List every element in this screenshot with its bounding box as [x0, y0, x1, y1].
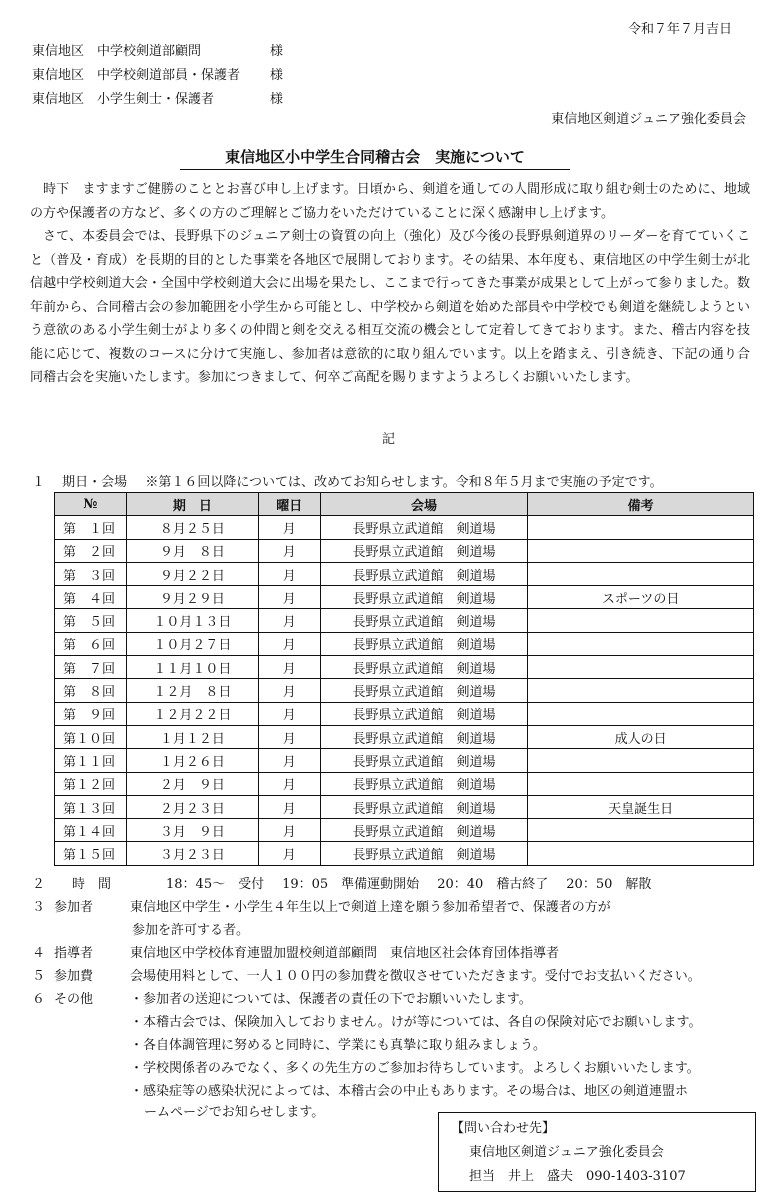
table-row [55, 656, 754, 679]
cell-no: 第 ３回 [55, 562, 127, 585]
cell-note [528, 656, 754, 679]
column-header-day: 曜日 [258, 493, 320, 516]
cell-venue: 長野県立武道館 剣道場 [320, 562, 528, 585]
section-text: 東信地区中学生・小学生４年生以上で剣道上達を願う参加希望者で、保護者の方が [130, 900, 611, 915]
addressee-1 [32, 40, 283, 59]
addressee-honorific: 様 [270, 92, 284, 107]
cell-date: ３月 ９日 [126, 819, 258, 842]
section-participants [32, 896, 611, 915]
addressee-dept: 東信地区 中学校剣道部顧問 [32, 44, 202, 59]
section-time [32, 873, 669, 892]
cell-date: ９月２２日 [126, 562, 258, 585]
cell-venue: 長野県立武道館 剣道場 [320, 749, 528, 772]
cell-date: ８月２５日 [126, 516, 258, 539]
ki-heading: 記 [382, 432, 396, 447]
cell-note [528, 702, 754, 725]
cell-no: 第１３回 [55, 795, 127, 818]
cell-day: 月 [258, 679, 320, 702]
cell-note [528, 842, 754, 865]
column-header-venue: 会場 [320, 493, 528, 516]
section-text: 会場使用料として、一人１００円の参加費を徴収させていただきます。受付でお支払いください。 [130, 969, 701, 984]
addressee-honorific: 様 [270, 44, 284, 59]
cell-day: 月 [258, 842, 320, 865]
cell-venue: 長野県立武道館 剣道場 [320, 819, 528, 842]
cell-date: ２月２３日 [126, 795, 258, 818]
section-schedule-heading [32, 471, 663, 490]
cell-no: 第 ６回 [55, 632, 127, 655]
section-note: ※第１６回以降については、改めてお知らせします。令和８年５月まで実施の予定です。 [145, 475, 663, 490]
paragraph: さて、本委員会では、長野県下のジュニア剣士の資質の向上（強化）及び今後の長野県剣道界のリーダーを育てていくこと（普及・育成）を長期的目的とした事業を各地区で展開しております。その結果、本年度も、東信地区の中学生剣士が北信越中学校剣道大会・全国中学校剣道大会に出場を果たし、ここまで行ってきた事業が成果として上がって参りました。数年前から、合同稽古会の参加範囲を小学生から可能とし、中学校から剣道を始めた部員や中学校でも剣道を継続しようという意欲のある小学生剣士がより多くの仲間と剣を交える相互交流の機会として定着してきております。また、稽古内容を技能に応じて、複数のコースに分けて実施し、参加者は意欲的に取り組んでいます。以上を踏まえ、引き続き、下記の通り合同稽古会を実施いたします。参加につきまして、何卒ご高配を賜りますようよろしくお願いいたします。 [30, 229, 750, 385]
cell-venue: 長野県立武道館 剣道場 [320, 842, 528, 865]
cell-note [528, 562, 754, 585]
cell-no: 第 １回 [55, 516, 127, 539]
cell-date: １０月２７日 [126, 632, 258, 655]
section-label: 時 間 [72, 877, 112, 892]
cell-date: １月１２日 [126, 725, 258, 748]
contact-org: 東信地区剣道ジュニア強化委員会 [469, 1145, 664, 1160]
schedule-table [54, 492, 754, 866]
cell-date: １１月１０日 [126, 656, 258, 679]
addressee-dept: 東信地区 中学校剣道部員・保護者 [32, 68, 241, 83]
cell-no: 第 ４回 [55, 586, 127, 609]
cell-note [528, 609, 754, 632]
cell-no: 第１２回 [55, 772, 127, 795]
cell-no: 第 ９回 [55, 702, 127, 725]
cell-date: ２月 ９日 [126, 772, 258, 795]
addressee-3 [32, 88, 283, 107]
contact-header: 【問い合わせ先】 [451, 1121, 556, 1136]
time-item: 20：40 稽古終了 [437, 877, 549, 892]
cell-date: １２月２２日 [126, 702, 258, 725]
cell-venue: 長野県立武道館 剣道場 [320, 539, 528, 562]
cell-date: ９月２９日 [126, 586, 258, 609]
time-item: 19：05 準備運動開始 [282, 877, 420, 892]
table-row [55, 702, 754, 725]
table-header-row [55, 493, 754, 516]
section-number: ４ [32, 946, 46, 961]
time-item: 20：50 解散 [566, 877, 652, 892]
cell-day: 月 [258, 609, 320, 632]
section-number: ６ [32, 992, 46, 1007]
cell-note [528, 772, 754, 795]
table-row [55, 725, 754, 748]
cell-venue: 長野県立武道館 剣道場 [320, 609, 528, 632]
column-header-date: 期 日 [126, 493, 258, 516]
section-fee [32, 965, 701, 984]
cell-date: １２月 ８日 [126, 679, 258, 702]
cell-note [528, 819, 754, 842]
sender: 東信地区剣道ジュニア強化委員会 [551, 112, 746, 127]
cell-date: １０月１３日 [126, 609, 258, 632]
cell-day: 月 [258, 586, 320, 609]
section-number: ２ [32, 877, 46, 892]
section-participants-cont: 参加を許可する者。 [132, 923, 250, 938]
document-date: 令和７年７月吉日 [627, 22, 732, 37]
table-row [55, 539, 754, 562]
cell-note [528, 679, 754, 702]
cell-venue: 長野県立武道館 剣道場 [320, 516, 528, 539]
cell-no: 第１０回 [55, 725, 127, 748]
paragraph: 時下 ますますご健勝のこととお喜び申し上げます。日頃から、剣道を通しての人間形成に取り組む剣士のために、地域の方や保護者の方など、多くの方のご理解とご協力をいただけていることに深く感謝申し上げます。 [30, 182, 750, 221]
other-bullet: ・本稽古会では、保険加入しておりません。けが等については、各自の保険対応でお願いします。 [130, 1015, 702, 1030]
section-label: 指導者 [54, 946, 94, 961]
table-row [55, 609, 754, 632]
cell-day: 月 [258, 562, 320, 585]
cell-note: 天皇誕生日 [528, 795, 754, 818]
cell-no: 第１５回 [55, 842, 127, 865]
cell-day: 月 [258, 749, 320, 772]
cell-venue: 長野県立武道館 剣道場 [320, 656, 528, 679]
table-row [55, 562, 754, 585]
cell-day: 月 [258, 819, 320, 842]
cell-date: １月２６日 [126, 749, 258, 772]
section-other [32, 988, 130, 1007]
cell-venue: 長野県立武道館 剣道場 [320, 702, 528, 725]
cell-no: 第 ２回 [55, 539, 127, 562]
body-text [30, 178, 750, 390]
other-bullet: ・参加者の送迎については、保護者の責任の下でお願いいたします。 [130, 992, 532, 1007]
cell-date: ９月 ８日 [126, 539, 258, 562]
addressee-honorific: 様 [270, 68, 284, 83]
cell-day: 月 [258, 539, 320, 562]
cell-day: 月 [258, 725, 320, 748]
cell-venue: 長野県立武道館 剣道場 [320, 632, 528, 655]
cell-note: スポーツの日 [528, 586, 754, 609]
addressee-2 [32, 64, 283, 83]
table-row [55, 516, 754, 539]
document-title: 東信地区小中学生合同稽古会 実施について [180, 146, 570, 170]
column-header-note: 備考 [528, 493, 754, 516]
cell-no: 第 ７回 [55, 656, 127, 679]
cell-venue: 長野県立武道館 剣道場 [320, 679, 528, 702]
cell-day: 月 [258, 516, 320, 539]
section-instructors [32, 942, 559, 961]
cell-day: 月 [258, 795, 320, 818]
cell-day: 月 [258, 656, 320, 679]
section-label: 期日・会場 [62, 475, 128, 490]
cell-venue: 長野県立武道館 剣道場 [320, 795, 528, 818]
table-row [55, 819, 754, 842]
table-row [55, 772, 754, 795]
cell-venue: 長野県立武道館 剣道場 [320, 586, 528, 609]
cell-note [528, 539, 754, 562]
table-row [55, 586, 754, 609]
cell-note: 成人の日 [528, 725, 754, 748]
cell-day: 月 [258, 632, 320, 655]
cell-no: 第 ５回 [55, 609, 127, 632]
time-item: 18：45～ 受付 [166, 877, 265, 892]
cell-venue: 長野県立武道館 剣道場 [320, 725, 528, 748]
cell-note [528, 516, 754, 539]
cell-note [528, 632, 754, 655]
cell-day: 月 [258, 772, 320, 795]
section-label: その他 [54, 992, 94, 1007]
table-row [55, 679, 754, 702]
cell-note [528, 749, 754, 772]
section-number: ３ [32, 900, 46, 915]
other-bullet: ・感染症等の感染状況によっては、本稽古会の中止もあります。その場合は、地区の剣道連盟ホ [130, 1084, 688, 1099]
column-header-no: № [55, 493, 127, 516]
section-label: 参加費 [54, 969, 94, 984]
table-row [55, 842, 754, 865]
contact-box [438, 1112, 756, 1192]
cell-venue: 長野県立武道館 剣道場 [320, 772, 528, 795]
section-number: １ [32, 475, 46, 490]
table-row [55, 749, 754, 772]
cell-no: 第１４回 [55, 819, 127, 842]
table-row [55, 795, 754, 818]
cell-no: 第 ８回 [55, 679, 127, 702]
other-bullet-cont: ームページでお知らせします。 [144, 1105, 325, 1120]
cell-day: 月 [258, 702, 320, 725]
contact-person: 担当 井上 盛夫 090-1403-3107 [469, 1169, 686, 1184]
cell-date: ３月２３日 [126, 842, 258, 865]
table-row [55, 632, 754, 655]
section-label: 参加者 [54, 900, 94, 915]
section-number: ５ [32, 969, 46, 984]
section-text: 東信地区中学校体育連盟加盟校剣道部顧問 東信地区社会体育団体指導者 [130, 946, 560, 961]
cell-no: 第１１回 [55, 749, 127, 772]
other-bullet: ・学校関係者のみでなく、多くの先生方のご参加お待ちしています。よろしくお願いいたします。 [130, 1061, 700, 1076]
other-bullet: ・各自体調管理に努めると同時に、学業にも真摯に取り組みましょう。 [130, 1038, 547, 1053]
addressee-dept: 東信地区 小学生剣士・保護者 [32, 92, 215, 107]
